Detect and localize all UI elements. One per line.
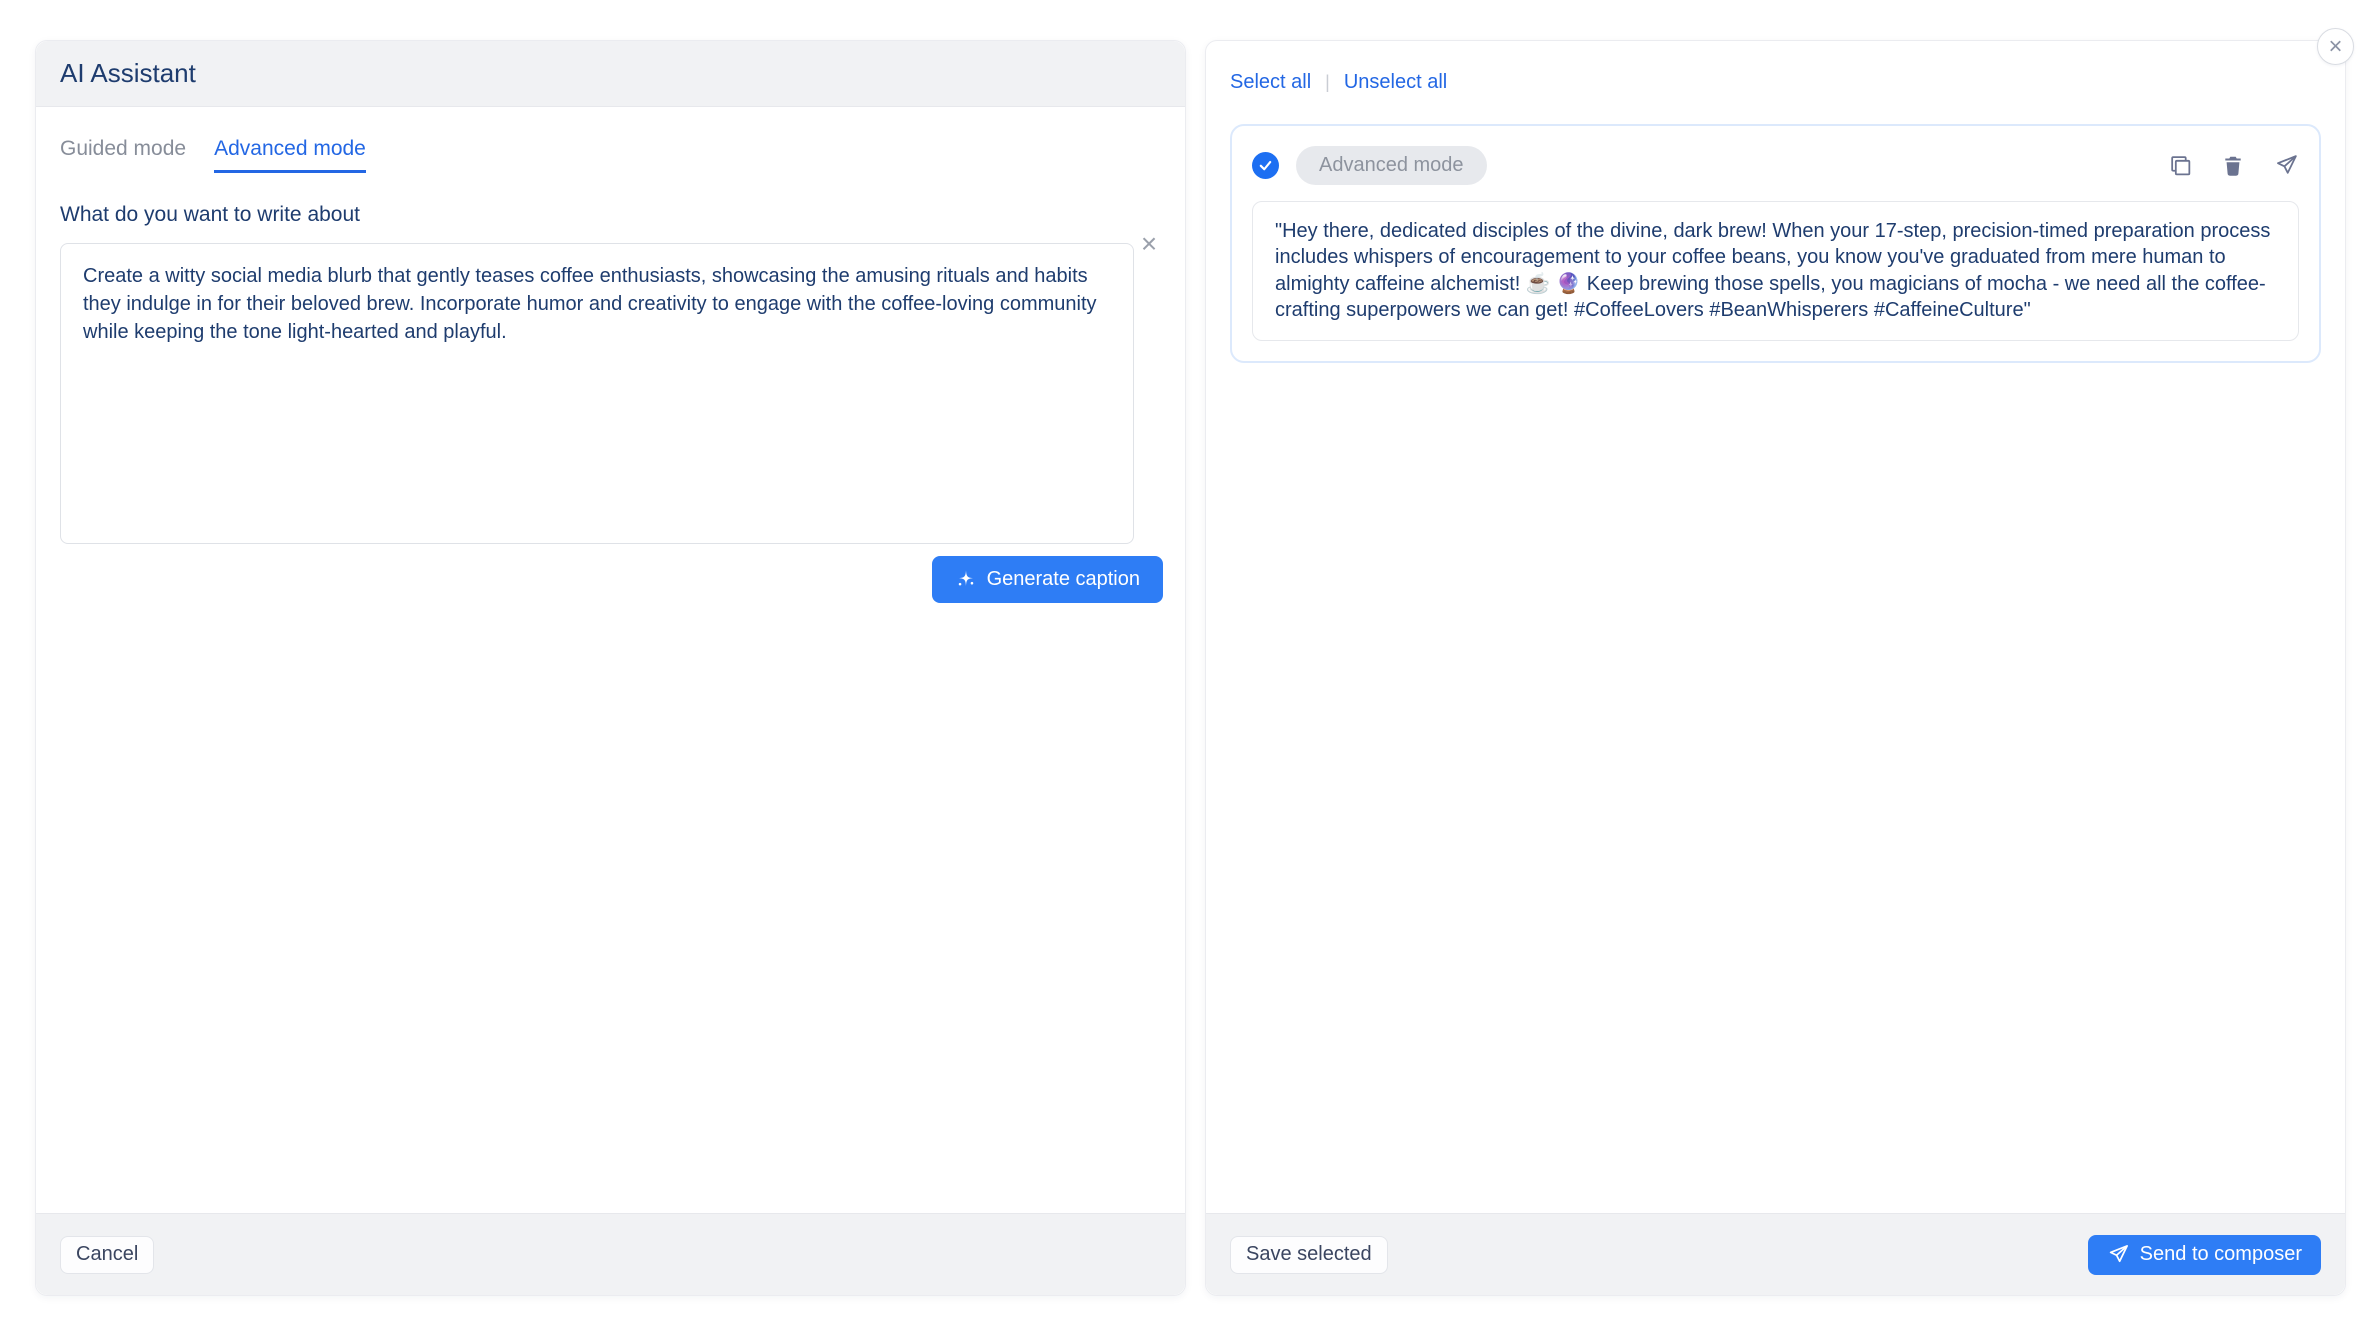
dialog-close-button[interactable]: × (2317, 28, 2354, 65)
generate-caption-button[interactable] (932, 556, 1163, 603)
generate-caption-label: Generate caption (986, 568, 1140, 590)
unselect-all-link[interactable]: Unselect all (1343, 71, 1448, 93)
links-divider: | (1325, 72, 1330, 92)
prompt-textarea[interactable] (60, 243, 1134, 544)
tab-advanced-mode[interactable]: Advanced mode (214, 137, 366, 173)
generate-row (60, 556, 1163, 603)
caption-actions (2167, 153, 2299, 179)
save-selected-button[interactable]: Save selected (1230, 1236, 1388, 1274)
prompt-label: What do you want to write about (60, 203, 360, 226)
mode-badge: Advanced mode (1296, 146, 1487, 185)
mode-tabs (60, 137, 1161, 173)
panel-title: AI Assistant (36, 41, 1185, 107)
results-panel (1205, 40, 2346, 1296)
caption-card-header (1252, 146, 2299, 185)
send-icon[interactable] (2273, 153, 2299, 179)
prompt-panel-footer (36, 1213, 1185, 1295)
selection-links (1230, 71, 2321, 94)
prompt-panel (35, 40, 1186, 1296)
send-to-composer-label: Send to composer (2139, 1243, 2302, 1265)
tab-guided-mode[interactable]: Guided mode (60, 137, 187, 160)
send-to-composer-button[interactable] (2088, 1235, 2321, 1275)
prompt-panel-body (36, 107, 1185, 1213)
results-panel-footer (1206, 1213, 2345, 1295)
clear-prompt-icon[interactable]: × (1140, 228, 1158, 259)
select-all-link[interactable]: Select all (1230, 71, 1312, 93)
caption-text[interactable]: "Hey there, dedicated disciples of the divine, dark brew! When your 17-step, precision-timed preparation process includes whispers of encouragement to your coffee beans, you know you've graduated from mere human to almighty caffeine alchemist! ☕ 🔮 Keep brewing those spells, you magicians of mocha - we need all the coffee-crafting superpowers we can get! #CoffeeLovers #BeanWhisperers #CaffeineCulture" (1252, 201, 2299, 341)
caption-card (1230, 124, 2321, 363)
results-panel-body (1206, 41, 2345, 1213)
trash-icon[interactable] (2220, 153, 2246, 179)
caption-selected-checkbox[interactable] (1252, 152, 1279, 179)
cancel-button[interactable]: Cancel (60, 1236, 154, 1274)
check-icon (1258, 158, 1273, 173)
copy-icon[interactable] (2167, 153, 2193, 179)
send-plane-icon (2107, 1243, 2130, 1266)
prompt-field-wrap (60, 228, 1163, 544)
sparkle-icon (955, 569, 977, 591)
